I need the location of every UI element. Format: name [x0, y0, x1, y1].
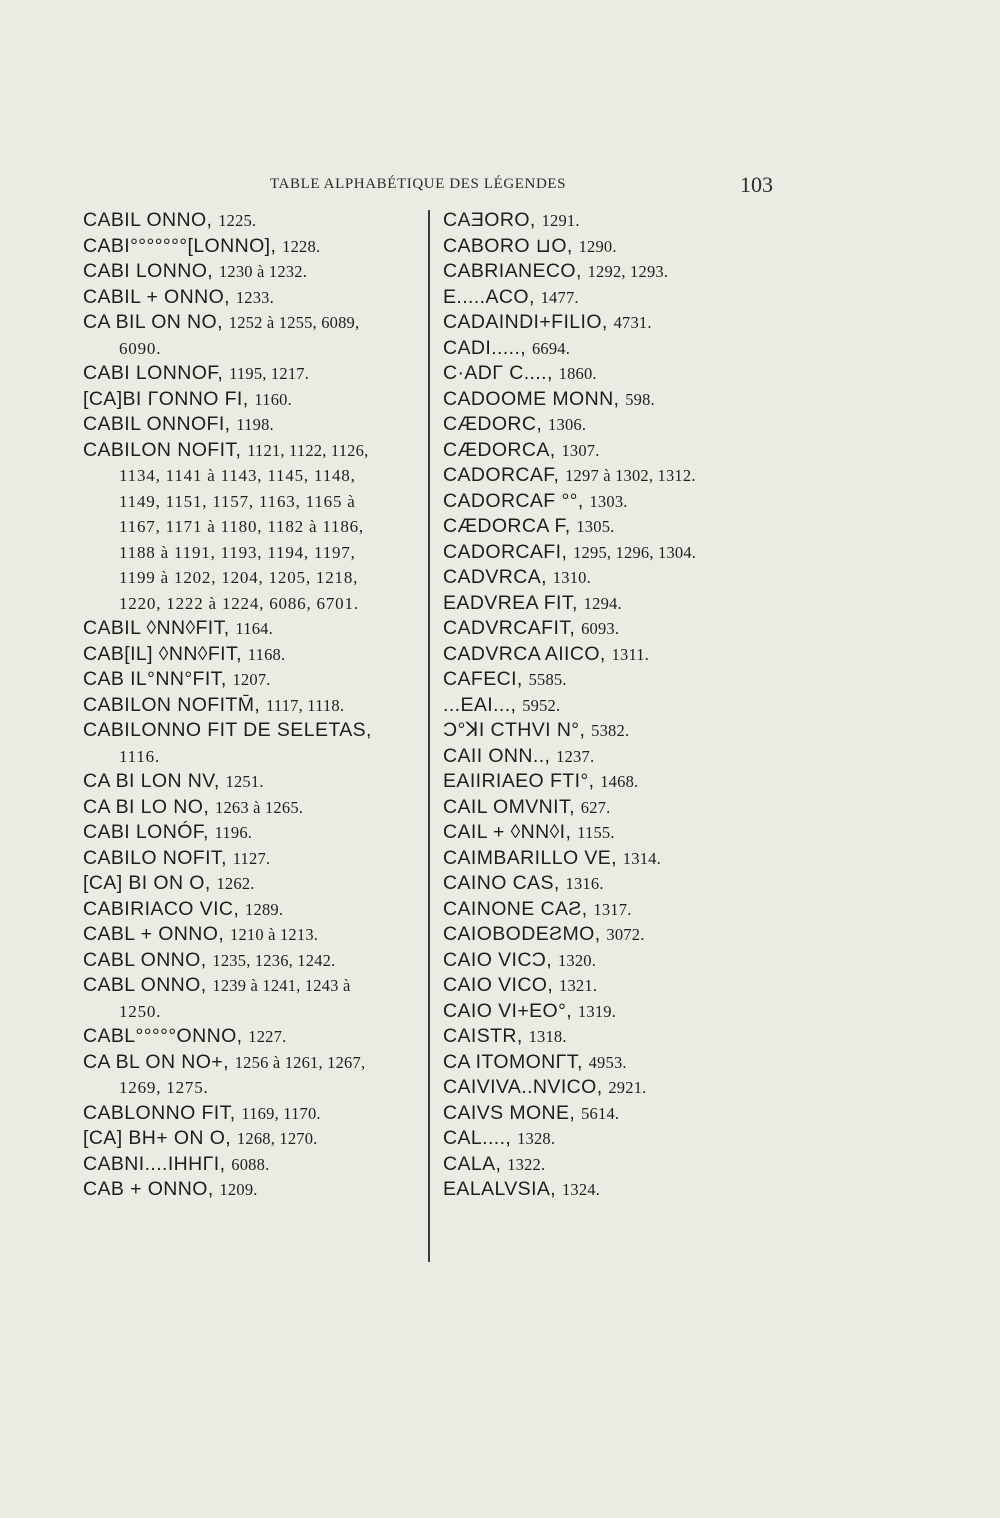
legend-entry: [83, 1050, 423, 1076]
legend-text: CA BL ON NO+,: [83, 1050, 229, 1073]
legend-text: Ɔ°ꓘI CTHVI N°,: [443, 719, 586, 741]
legend-entry: [83, 948, 423, 974]
legend-entry: [83, 438, 423, 464]
coin-reference-numbers: 1307.: [561, 440, 600, 460]
legend-text: EADVREA FIT,: [443, 591, 578, 614]
legend-text: CABILONNO FIT DE SELETAS,: [83, 719, 372, 741]
legend-text: CAINO CAS,: [443, 872, 560, 894]
legend-entry: [443, 846, 773, 872]
legend-entry: [83, 361, 423, 387]
entry-continuation: [83, 336, 423, 362]
coin-reference-numbers: 1199 à 1202, 1204, 1205, 1218,: [119, 568, 359, 587]
running-title: TABLE ALPHABÉTIQUE DES LÉGENDES: [270, 176, 567, 192]
legend-text: CA BI LON NV,: [83, 770, 220, 792]
legend-entry: [83, 387, 423, 413]
coin-reference-numbers: 1262.: [216, 874, 255, 893]
coin-reference-numbers: 6088.: [231, 1154, 270, 1174]
legend-text: CADI.....,: [443, 336, 527, 359]
coin-reference-numbers: 1237.: [556, 746, 595, 766]
legend-entry: [443, 820, 773, 846]
legend-entry: [443, 591, 773, 617]
coin-reference-numbers: 1210 à 1213.: [230, 925, 319, 944]
coin-reference-numbers: 598.: [625, 389, 655, 409]
legend-text: CAIO VICƆ,: [443, 948, 553, 971]
coin-reference-numbers: 1239 à 1241, 1243 à: [212, 976, 351, 995]
legend-text: CAIMBARILLO VE,: [443, 846, 617, 869]
coin-reference-numbers: 1322.: [507, 1154, 546, 1174]
legend-text: E.....ACO,: [443, 285, 535, 308]
coin-reference-numbers: 1227.: [248, 1027, 287, 1046]
legend-entry: [443, 1101, 773, 1127]
coin-reference-numbers: 1311.: [611, 644, 650, 664]
coin-reference-numbers: 1207.: [232, 670, 271, 689]
legend-entry: [443, 208, 773, 234]
legend-text: CADORCAF,: [443, 464, 560, 486]
legend-entry: [443, 922, 773, 948]
legend-text: CALA,: [443, 1152, 502, 1175]
entry-continuation: [83, 999, 423, 1025]
legend-text: CABRIANECO,: [443, 260, 582, 282]
legend-entry: [443, 693, 773, 719]
coin-reference-numbers: 1297 à 1302, 1312.: [565, 466, 696, 485]
coin-reference-numbers: 1294.: [583, 593, 622, 613]
coin-reference-numbers: 1860.: [558, 364, 597, 383]
coin-reference-numbers: 1303.: [589, 491, 628, 511]
legend-entry: [83, 285, 423, 311]
coin-reference-numbers: 4731.: [613, 313, 652, 332]
legend-text: CAIL + ◊NN◊I,: [443, 821, 572, 843]
legend-text: CABIL + ONNO,: [83, 285, 230, 308]
legend-text: CADORCAFI,: [443, 540, 568, 563]
legend-entry: [83, 1152, 423, 1178]
coin-reference-numbers: 1477.: [540, 287, 579, 307]
legend-entry: [443, 412, 773, 438]
legend-entry: [83, 769, 423, 795]
legend-entry: [443, 1177, 773, 1203]
coin-reference-numbers: 1149, 1151, 1157, 1163, 1165 à: [119, 491, 356, 511]
legend-entry: [443, 565, 773, 591]
coin-reference-numbers: 6694.: [531, 338, 571, 358]
legend-entry: [83, 973, 423, 999]
coin-reference-numbers: 1235, 1236, 1242.: [212, 950, 336, 970]
coin-reference-numbers: 1290.: [578, 236, 617, 256]
coin-reference-numbers: 1319.: [577, 1001, 617, 1021]
legend-text: CADORCAF °°,: [443, 489, 584, 512]
legend-entry: [443, 285, 773, 311]
coin-reference-numbers: 1195, 1217.: [229, 364, 310, 383]
legend-entry: [443, 463, 773, 489]
legend-text: CABIL ◊NN◊FIT,: [83, 617, 230, 639]
legend-entry: [443, 795, 773, 821]
legend-text: CABIL ONNO,: [83, 209, 213, 231]
legend-text: CABIL ONNOFI,: [83, 413, 231, 435]
legend-entry: [443, 438, 773, 464]
coin-reference-numbers: 6090.: [119, 338, 162, 358]
legend-entry: [443, 718, 773, 744]
coin-reference-numbers: 1233.: [235, 287, 274, 307]
legend-text: C·ADΓ C....,: [443, 362, 553, 384]
coin-reference-numbers: 5585.: [528, 670, 567, 689]
legend-entry: [443, 1152, 773, 1178]
coin-reference-numbers: 1155.: [577, 823, 615, 842]
legend-entry: [443, 259, 773, 285]
legend-entry: [83, 234, 423, 260]
legend-text: CABILON NOFITM̄,: [83, 693, 261, 716]
column-divider: [428, 210, 430, 1262]
coin-reference-numbers: 1169, 1170.: [241, 1103, 321, 1123]
legend-entry: [443, 667, 773, 693]
legend-text: CABORO ⊔O,: [443, 234, 573, 257]
legend-text: CADVRCA AIICO,: [443, 642, 606, 665]
coin-reference-numbers: 1188 à 1191, 1193, 1194, 1197,: [119, 542, 356, 562]
legend-entry: [443, 999, 773, 1025]
coin-reference-numbers: 1263 à 1265.: [215, 797, 304, 817]
legend-entry: [443, 1024, 773, 1050]
legend-text: CAB[IL] ◊NN◊FIT,: [83, 642, 242, 665]
legend-entry: [443, 1050, 773, 1076]
legend-text: CAFECI,: [443, 668, 523, 690]
coin-reference-numbers: 1117, 1118.: [266, 695, 345, 715]
coin-reference-numbers: 1198.: [236, 415, 274, 434]
coin-reference-numbers: 1292, 1293.: [587, 262, 669, 281]
coin-reference-numbers: 1121, 1122, 1126,: [247, 440, 369, 460]
left-column: [83, 208, 423, 1203]
coin-reference-numbers: 1468.: [600, 772, 639, 791]
coin-reference-numbers: 1318.: [528, 1027, 567, 1046]
legend-text: CADVRCAFIT,: [443, 617, 576, 639]
legend-entry: [83, 820, 423, 846]
legend-entry: [443, 489, 773, 515]
coin-reference-numbers: 1251.: [225, 772, 264, 791]
legend-text: CAISTR,: [443, 1025, 523, 1047]
coin-reference-numbers: 1209.: [219, 1180, 258, 1199]
legend-entry: [83, 718, 423, 744]
legend-entry: [443, 616, 773, 642]
coin-reference-numbers: 1134, 1141 à 1143, 1145, 1148,: [119, 466, 356, 485]
legend-text: CA BIL ON NO,: [83, 311, 223, 333]
coin-reference-numbers: 1306.: [548, 415, 587, 434]
legend-text: ...EAI...,: [443, 693, 517, 716]
coin-reference-numbers: 1317.: [593, 899, 632, 919]
right-column: [443, 208, 773, 1203]
legend-text: CAB IL°NN°FIT,: [83, 668, 227, 690]
legend-text: CÆDORCA,: [443, 438, 556, 461]
entry-continuation: [83, 565, 423, 591]
coin-reference-numbers: 5382.: [591, 721, 630, 740]
legend-entry: [443, 336, 773, 362]
legend-entry: [83, 1101, 423, 1127]
coin-reference-numbers: 1314.: [622, 848, 661, 868]
coin-reference-numbers: 3072.: [606, 925, 645, 944]
legend-text: [CA]BI ΓONNO FI,: [83, 387, 249, 410]
coin-reference-numbers: 1295, 1296, 1304.: [573, 542, 697, 562]
coin-reference-numbers: 1225.: [218, 211, 257, 230]
legend-text: CADOOME MONN,: [443, 387, 620, 410]
coin-reference-numbers: 1320.: [557, 950, 597, 970]
legend-entry: [83, 1177, 423, 1203]
coin-reference-numbers: 1291.: [541, 211, 580, 230]
legend-entry: [443, 1126, 773, 1152]
coin-reference-numbers: 1305.: [576, 517, 615, 536]
legend-entry: [83, 208, 423, 234]
coin-reference-numbers: 1269, 1275.: [119, 1078, 209, 1097]
coin-reference-numbers: 1328.: [517, 1129, 556, 1148]
coin-reference-numbers: 1250.: [119, 1001, 162, 1021]
legend-entry: [83, 310, 423, 336]
coin-reference-numbers: 1316.: [565, 874, 604, 893]
legend-entry: [443, 540, 773, 566]
legend-entry: [443, 948, 773, 974]
legend-entry: [83, 259, 423, 285]
legend-text: CÆDORC,: [443, 413, 543, 435]
coin-reference-numbers: 1164.: [235, 619, 273, 638]
coin-reference-numbers: 1324.: [561, 1180, 601, 1199]
coin-reference-numbers: 1230 à 1232.: [218, 262, 308, 281]
legend-text: CABL + ONNO,: [83, 923, 225, 945]
coin-reference-numbers: 6093.: [581, 619, 620, 638]
legend-entry: [83, 897, 423, 923]
legend-text: CAB + ONNO,: [83, 1178, 214, 1200]
legend-text: CAII ONN..,: [443, 744, 551, 767]
legend-entry: [83, 1024, 423, 1050]
legend-text: CA ITOMONΓT,: [443, 1050, 583, 1073]
legend-entry: [443, 897, 773, 923]
legend-text: CAƎORO,: [443, 209, 536, 231]
coin-reference-numbers: 1196.: [214, 823, 253, 842]
page-number: 103: [740, 172, 773, 197]
coin-reference-numbers: 5952.: [522, 695, 561, 715]
legend-text: CAIVIVA..NVICO,: [443, 1076, 603, 1098]
coin-reference-numbers: 1168.: [247, 644, 286, 664]
legend-text: CAINONE CAƧ,: [443, 897, 588, 920]
entry-continuation: [83, 463, 423, 489]
coin-reference-numbers: 1321.: [559, 976, 598, 995]
entry-continuation: [83, 514, 423, 540]
legend-text: CADAINDI+FILIO,: [443, 311, 608, 333]
legend-entry: [443, 642, 773, 668]
legend-text: CÆDORCA F,: [443, 515, 571, 537]
legend-entry: [83, 412, 423, 438]
coin-reference-numbers: 1310.: [552, 568, 591, 587]
legend-text: CAIOBODEƧMO,: [443, 923, 601, 945]
legend-text: CABILO NOFIT,: [83, 846, 227, 869]
legend-text: CABI LONÓF,: [83, 821, 209, 843]
coin-reference-numbers: 1160.: [254, 389, 292, 409]
legend-entry: [83, 667, 423, 693]
legend-entry: [83, 642, 423, 668]
legend-text: CAL....,: [443, 1127, 512, 1149]
legend-entry: [443, 514, 773, 540]
legend-entry: [83, 846, 423, 872]
legend-text: [CA] BI ON O,: [83, 872, 211, 894]
coin-reference-numbers: 627.: [580, 797, 611, 817]
legend-text: CABI LONNO,: [83, 260, 214, 282]
legend-entry: [443, 769, 773, 795]
entry-continuation: [83, 1075, 423, 1101]
coin-reference-numbers: 1116.: [119, 746, 160, 766]
entry-continuation: [83, 540, 423, 566]
entry-continuation: [83, 489, 423, 515]
legend-text: [CA] BH+ ON O,: [83, 1127, 232, 1149]
legend-entry: [83, 1126, 423, 1152]
coin-reference-numbers: 1220, 1222 à 1224, 6086, 6701.: [119, 593, 359, 613]
coin-reference-numbers: 1289.: [245, 899, 284, 919]
coin-reference-numbers: 1252 à 1255, 6089,: [228, 313, 360, 332]
legend-text: CAIO VI+EO°,: [443, 999, 573, 1022]
entry-continuation: [83, 744, 423, 770]
legend-text: CABNI....IHHΓI,: [83, 1152, 226, 1175]
legend-entry: [83, 795, 423, 821]
legend-text: CABL°°°°°ONNO,: [83, 1025, 243, 1047]
legend-entry: [83, 693, 423, 719]
legend-text: CABL ONNO,: [83, 948, 207, 971]
coin-reference-numbers: 1228.: [282, 236, 321, 256]
legend-entry: [443, 234, 773, 260]
coin-reference-numbers: 1268, 1270.: [236, 1129, 318, 1148]
legend-text: CAIVS MONE,: [443, 1101, 576, 1124]
coin-reference-numbers: 2921.: [608, 1078, 647, 1097]
coin-reference-numbers: 1167, 1171 à 1180, 1182 à 1186,: [119, 517, 364, 536]
coin-reference-numbers: 4953.: [588, 1052, 627, 1072]
legend-text: CABILON NOFIT,: [83, 438, 242, 461]
legend-entry: [443, 973, 773, 999]
legend-entry: [83, 922, 423, 948]
legend-text: CA BI LO NO,: [83, 795, 210, 818]
legend-entry: [443, 310, 773, 336]
legend-entry: [443, 744, 773, 770]
legend-text: CAIO VICO,: [443, 974, 554, 996]
legend-text: CABL ONNO,: [83, 974, 207, 996]
coin-reference-numbers: 1256 à 1261, 1267,: [234, 1052, 366, 1072]
legend-entry: [443, 1075, 773, 1101]
legend-text: CABI LONNOF,: [83, 362, 224, 384]
legend-text: EAIIRIAEO FTI°,: [443, 770, 595, 792]
entry-continuation: [83, 591, 423, 617]
legend-text: CAIL OMVNIT,: [443, 795, 575, 818]
legend-text: CABI°°°°°°°[LONNO],: [83, 234, 277, 257]
coin-reference-numbers: 5614.: [581, 1103, 620, 1123]
legend-text: EALALVSIA,: [443, 1178, 557, 1200]
legend-entry: [83, 616, 423, 642]
legend-entry: [443, 361, 773, 387]
coin-reference-numbers: 1127.: [232, 848, 271, 868]
legend-entry: [443, 871, 773, 897]
legend-text: CADVRCA,: [443, 566, 547, 588]
legend-entry: [83, 871, 423, 897]
legend-text: CABIRIACO VIC,: [83, 897, 240, 920]
legend-text: CABLONNO FIT,: [83, 1101, 236, 1124]
legend-entry: [443, 387, 773, 413]
